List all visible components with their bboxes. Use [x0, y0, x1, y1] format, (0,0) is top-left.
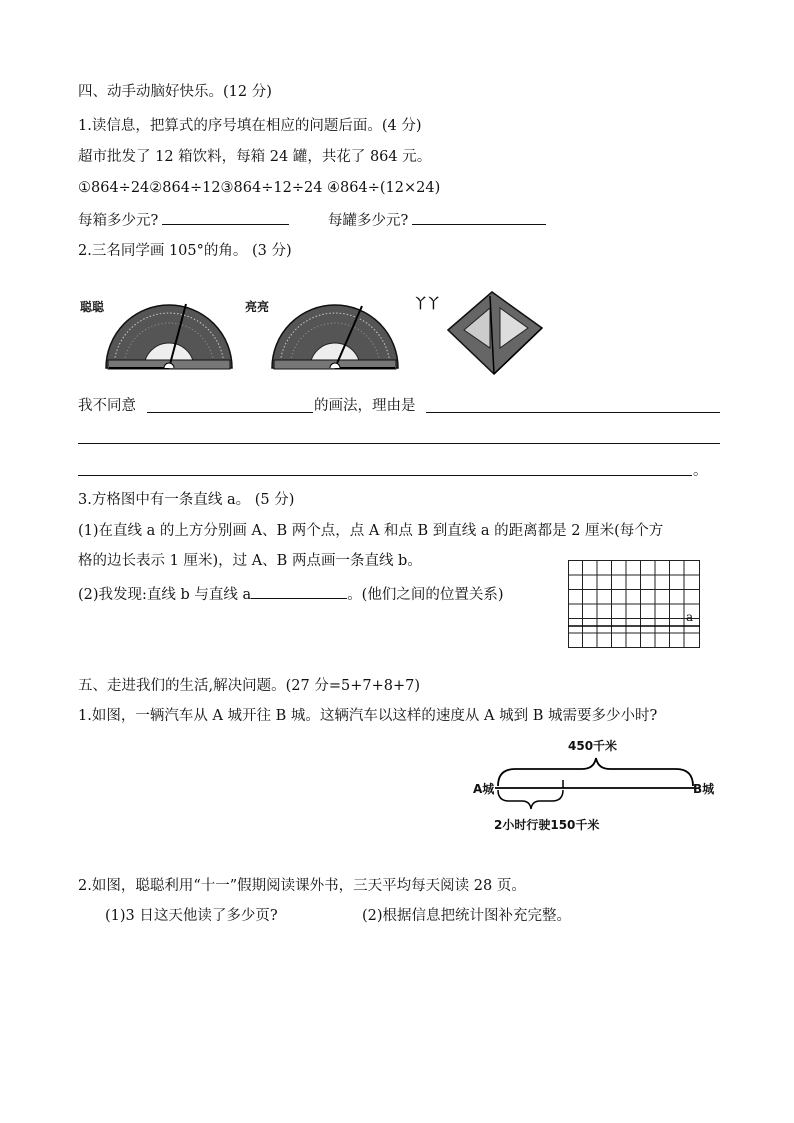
name-liangliang: 亮亮	[245, 300, 270, 314]
q2-disagree-name-blank[interactable]	[147, 412, 313, 413]
q2-reason-blank-1[interactable]	[426, 412, 720, 413]
q2-reason-blank-2[interactable]	[78, 443, 720, 444]
section5-title: 五、走进我们的生活,解决问题。(27 分=5+7+8+7)	[78, 678, 420, 694]
s5-q2-sub2: (2)根据信息把统计图补充完整。	[362, 908, 572, 924]
partial-distance-brace	[498, 790, 563, 809]
q3-part2-row	[78, 582, 504, 605]
s5-q2-sub1: (1)3 日这天他读了多少页?	[105, 908, 278, 924]
q3-part2-suffix: 。(他们之间的位置关系)	[347, 587, 504, 603]
protractor-congcong-figure	[104, 302, 234, 372]
line-a-label: a	[686, 610, 694, 624]
q2-disagree-label: 我不同意	[78, 398, 136, 414]
distance-total-label: 450千米	[568, 739, 618, 753]
square-grid-figure	[568, 560, 700, 648]
total-distance-brace	[498, 758, 693, 786]
q3-title: 3.方格图中有一条直线 a。 (5 分)	[78, 492, 295, 508]
city-b-label: B城	[693, 782, 715, 796]
q3-part2-prefix: (2)我发现:直线 b 与直线 a	[78, 587, 252, 603]
protractor-liangliang-figure	[270, 302, 400, 372]
partial-distance-label: 2小时行驶150千米	[494, 818, 600, 832]
q2-reason-blank-3[interactable]	[78, 475, 692, 476]
q1-ask-can-row	[328, 208, 546, 231]
q3-part1-line1: (1)在直线 a 的上方分别画 A、B 两个点，点 A 和点 B 到直线 a 的距离都是 2 厘米(每个方	[78, 523, 664, 539]
section4-title: 四、动手动脑好快乐。(12 分)	[78, 84, 272, 100]
q1-ask-can-label: 每罐多少元?	[328, 213, 409, 229]
s5-q1-text: 1.如图，一辆汽车从 A 城开往 B 城。这辆汽车以这样的速度从 A 城到 B 城需要多少小时?	[78, 708, 658, 724]
q3-part1-line2: 格的边长表示 1 厘米)，过 A、B 两点画一条直线 b。	[78, 553, 422, 569]
name-congcong: 聪聪	[80, 300, 105, 314]
set-squares-yaya-figure	[446, 290, 546, 376]
q1-ask-box-label: 每箱多少元?	[78, 213, 159, 229]
q1-answer-box-blank[interactable]	[162, 208, 289, 225]
q1-info: 超市批发了 12 箱饮料，每箱 24 罐，共花了 864 元。	[78, 149, 432, 165]
q1-options: ①864÷24②864÷12③864÷12÷24 ④864÷(12×24)	[78, 180, 441, 196]
q3-relation-blank[interactable]	[251, 582, 347, 599]
distance-diagram-figure	[490, 756, 700, 816]
s5-q2-text: 2.如图，聪聪利用“十一”假期阅读课外书，三天平均每天阅读 28 页。	[78, 878, 526, 894]
q1-title: 1.读信息，把算式的序号填在相应的问题后面。(4 分)	[78, 118, 422, 134]
q2-end-mark: 。	[693, 463, 708, 479]
q1-answer-can-blank[interactable]	[412, 208, 546, 225]
q2-method-reason: 的画法，理由是	[314, 398, 416, 414]
q2-title: 2.三名同学画 105°的角。 (3 分)	[78, 243, 292, 259]
city-a-label: A城	[473, 782, 495, 796]
name-yaya: 丫丫	[414, 297, 441, 312]
q1-ask-box-row	[78, 208, 289, 231]
